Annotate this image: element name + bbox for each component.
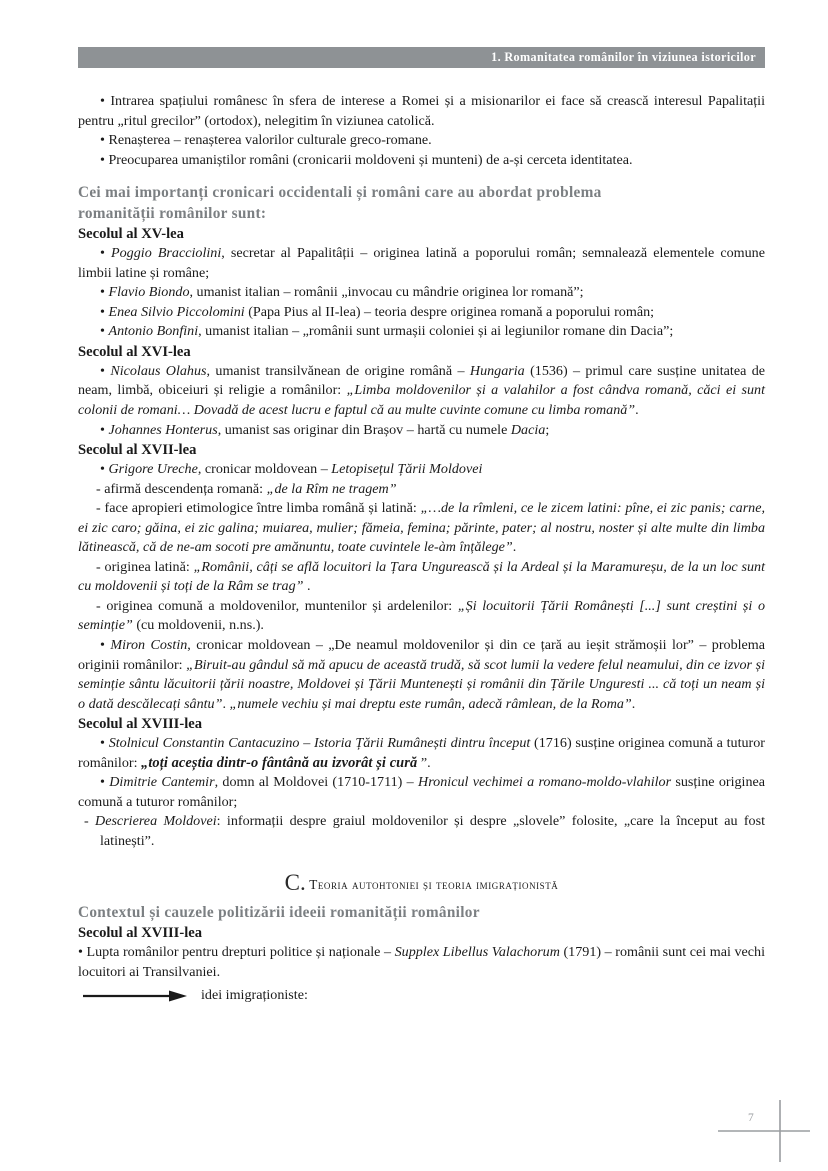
ureche-sub-1 — [78, 480, 765, 500]
sub-quote: „…de la rîmleni, ce le zicem latini: pîne, ei zic panis; carne, ei zic caro; găina, ei zic galina; muiarea, mulier; fămeia, femina; părinte, pater; al nostru, noster și alte multe din limba lătinească, că de ne-am socoti pre amănuntu, toate cuvintele le-àm înțălege” — [78, 500, 766, 556]
entry-dimitrie-cantemir: • Dimitrie Cantemir, domn al Moldovei (1710-1711) – Hronicul vechimei a romano-moldo-vlahilor susține originea comună a tuturor românilor; — [78, 774, 766, 810]
entry-work: Hungaria — [469, 362, 525, 379]
entry-name: Nicolaus Olahus — [110, 362, 207, 379]
entry-text: , umanist italian – „românii sunt urmașii coloniei și ai legiunilor romane din Dacia”; — [198, 323, 674, 340]
chroniclers-heading-line2: romanității românilor sunt: — [78, 204, 267, 222]
entry-flavio-biondo: • Flavio Biondo, umanist italian – românii „invocau cu mândrie originea lor romană”; — [100, 284, 584, 301]
entry-name: Stolnicul Constantin Cantacuzino – — [108, 735, 315, 752]
entry-text: , cronicar moldovean – „De neamul moldovenilor și din ce țară au ieșit strămoșii lor” – problema originii românilor: — [78, 637, 766, 673]
entry-grigore-ureche: • Grigore Ureche, cronicar moldovean – Letopisețul Țării Moldovei — [100, 461, 483, 478]
bullet-marker: • — [100, 132, 105, 149]
entry-text: (1536) – primul care susține unitatea de neam, limbă, obiceiuri și religie a românilor: — [78, 362, 765, 399]
intro-bullet-2 — [78, 131, 765, 151]
entry-name: Flavio Biondo — [108, 284, 190, 301]
entry-text: ”. — [417, 754, 431, 771]
entry-name: Enea Silvio Piccolomini — [108, 303, 245, 320]
intro-bullet-3 — [78, 151, 765, 171]
entry-name: Johannes Honterus — [108, 421, 218, 438]
entry-name: Antonio Bonfini — [108, 323, 199, 340]
spacer — [78, 896, 765, 903]
chroniclers-heading-line1: Cei mai importanți cronicari occidentali și români care au abordat problema — [78, 184, 602, 202]
entry-text: ; — [545, 421, 550, 438]
spacer — [78, 865, 765, 872]
entry-text: . — [631, 695, 636, 712]
century-heading-xviii: Secolul al XVIII-lea — [78, 716, 203, 733]
entry-text: (Papa Pius al II-lea) – teoria despre originea romană a poporului român; — [244, 303, 655, 320]
entry-enea-silvio-piccolomini: • Enea Silvio Piccolomini (Papa Pius al II-lea) – teoria despre originea romană a poporului român; — [100, 303, 655, 320]
sub-text: . — [303, 578, 311, 595]
section-c-letter: C. — [284, 869, 306, 895]
entry-text: , cronicar moldovean – — [197, 461, 332, 478]
ureche-sub-4 — [78, 597, 765, 636]
intro-bullet-3-text: Preocuparea umaniștilor români (cronicarii moldoveni și munteni) de a-și cerceta identitatea. — [108, 151, 633, 168]
entry-text: , umanist transilvănean de origine română – — [206, 362, 470, 379]
century-heading-xv: Secolul al XV-lea — [78, 226, 184, 243]
running-header — [78, 47, 765, 68]
crop-mark — [718, 1100, 810, 1162]
sub-quote: „Românii, câți se află locuitori la Țara Ungurească și la Ardeal și la Maramureșu, de la un loc sunt cu moldovenii și toți de la Râm se trag” — [78, 558, 765, 595]
arrow-row — [78, 986, 765, 1005]
section-c-title — [78, 869, 765, 896]
section-c-title-text: Teoria autohtoniei și teoria imigraționistă — [309, 876, 559, 892]
entry-miron-costin: • Miron Costin, cronicar moldovean – „De neamul moldovenilor și din ce țară au ieșit strămoșii lor” – problema originii românilor: „Biruit-au gândul să mă apucu de această trudă, să scot lumii la vedere felul neamului, din ce izvor și seminție sântu lăcuitorii țării noastre, Moldovei și Țării Muntenești și românii din Țările Unguresti ... că toți un neam și o dată descălecați sântu”. „numele vechiu și mai dreptu este rumân, adecă râmlean, de la Roma”. — [78, 637, 766, 712]
running-header-title: 1. Romanitatea românilor în viziunea istoricilor — [491, 50, 756, 64]
entry-antonio-bonfini: • Antonio Bonfini, umanist italian – „românii sunt urmașii coloniei și ai legiunilor romane din Dacia”; — [100, 323, 674, 340]
intro-bullet-2-text: Renașterea – renașterea valorilor culturale greco-romane. — [108, 132, 432, 149]
final-bullet-text: • Lupta românilor pentru drepturi politice și naționale – — [78, 944, 395, 960]
right-arrow-icon — [83, 989, 187, 1003]
entry-quote: „Limba moldovenilor și a valahilor a fost cândva romană, căci ei sunt colonii de romani… Dovadă de acest lucru e faptul că au multe cuvinte comune cu limba romană” — [78, 382, 765, 419]
spacer — [78, 170, 765, 183]
entry-name: Miron Costin — [110, 637, 188, 654]
sub-text: - face apropieri etimologice între limba română și latină: — [96, 500, 421, 517]
sub-text: - originea latină: — [96, 558, 194, 575]
bullet-marker: • — [100, 93, 105, 109]
entry-name: Poggio Bracciolini — [111, 245, 222, 262]
entry-name: Grigore Ureche — [108, 461, 198, 478]
entry-work: Letopisețul Țării Moldovei — [331, 461, 483, 478]
entry-work: Istoria Țării Rumânești dintru început — [314, 735, 531, 752]
entry-poggio-bracciolini: • Poggio Bracciolini, secretar al Papalitâții – originea latină a poporului român; semnalează elementele comune limbii latine și române; — [78, 245, 765, 281]
sub-quote: „de la Rîm ne tragem” — [266, 480, 397, 497]
spacer — [78, 852, 765, 865]
intro-bullet-1 — [78, 92, 765, 131]
ureche-sub-3 — [78, 558, 765, 597]
context-heading: Contextul și cauzele politizării ideeii romanității românilor — [78, 903, 480, 921]
entry-stolnicul-cantacuzino: • Stolnicul Constantin Cantacuzino – Istoria Țării Rumânești dintru început (1716) susține originea comună a tuturor românilor: „toți aceștia dintr-o fântână au izvorât și cură ”. — [78, 735, 765, 771]
sub-text: . — [512, 539, 517, 556]
entry-text: . — [222, 695, 230, 712]
entry-name: Dimitrie Cantemir — [109, 774, 215, 791]
entry-work: - Descrierea Moldovei — [84, 813, 217, 830]
entry-quote-2: „numele vechiu și mai dreptu este rumân, adecă râmlean, de la Roma” — [229, 695, 632, 712]
entry-work: Dacia — [510, 421, 546, 438]
entry-nicolaus-olahus: • Nicolaus Olahus, umanist transilvănean de origine română – Hungaria (1536) – primul care susține unitatea de neam, limbă, obiceiuri și religie a românilor: „Limba moldovenilor și a valahilor a fost cândva romană, căci ei sunt colonii de romani… Dovadă de acest lucru e faptul că au multe cuvinte comune cu limba romană”. — [78, 362, 765, 419]
final-bullet-text-2: (1791) – românii sunt cei mai vechi locuitori ai Transilvaniei. — [78, 944, 765, 980]
final-bullet-work: Supplex Libellus Valachorum — [394, 944, 560, 960]
sub-text: - originea comună a moldovenilor, muntenilor și ardelenilor: — [96, 597, 458, 614]
entry-text: , secretar al Papalitâții – originea latină a poporului român; semnalează elementele comune limbii latine și române; — [78, 245, 765, 281]
entry-text: , umanist italian – românii „invocau cu mândrie originea lor romană”; — [189, 284, 584, 301]
entry-text: . — [635, 402, 639, 419]
page-number: 7 — [748, 1112, 754, 1124]
entry-text: , umanist sas originar din Brașov – hartă cu numele — [217, 421, 511, 438]
entry-quote: „toți aceștia dintr-o fântână au izvorât și cură — [141, 754, 418, 771]
ureche-sub-2 — [78, 499, 765, 558]
page-content — [78, 92, 765, 1005]
century-heading-xviii-b: Secolul al XVIII-lea — [78, 925, 203, 941]
bullet-marker: • — [100, 151, 105, 168]
century-heading-xvii: Secolul al XVII-lea — [78, 442, 197, 459]
final-bullet — [78, 943, 765, 982]
entry-text: (1716) susține originea comună a tuturor românilor: — [78, 735, 765, 771]
sub-text: - afirmă descendența romană: — [96, 480, 267, 497]
sub-quote: „Și locuitorii Țării Românești [...] sunt creștini și o seminție” — [78, 597, 765, 634]
entry-descrierea-moldovei — [78, 812, 765, 851]
entry-text: : informații despre graiul moldovenilor și despre „slovele” folosite, „care la început au fost latinești”. — [100, 813, 766, 849]
sub-text: (cu moldovenii, n.ns.). — [132, 617, 264, 634]
entry-work: Hronicul vechimei a romano-moldo-vlahilor — [418, 774, 672, 791]
entry-text: susține originea comună a tuturor românilor; — [78, 774, 766, 810]
entry-text: , domn al Moldovei (1710-1711) – — [214, 774, 419, 791]
arrow-label: idei imigraționiste: — [201, 987, 308, 1004]
entry-johannes-honterus: • Johannes Honterus, umanist sas originar din Brașov – hartă cu numele Dacia; — [100, 421, 550, 438]
century-heading-xvi: Secolul al XVI-lea — [78, 343, 191, 360]
entry-quote-1: „Biruit-au gândul să mă apucu de această trudă, să scot lumii la vedere felul neamului, din ce izvor și seminție sântu lăcuitorii țării noastre, Moldovei și Țării Muntenești și românii din Țările Unguresti ... că toți un neam și o dată descălecați sântu” — [78, 656, 765, 712]
intro-bullet-1-text: Intrarea spațiului românesc în sfera de interese a Romei și a misionarilor ei face să crească interesul Papalitații pentru „ritul grecilor” (ortodox), nelegitim în viziunea catolică. — [78, 93, 766, 129]
